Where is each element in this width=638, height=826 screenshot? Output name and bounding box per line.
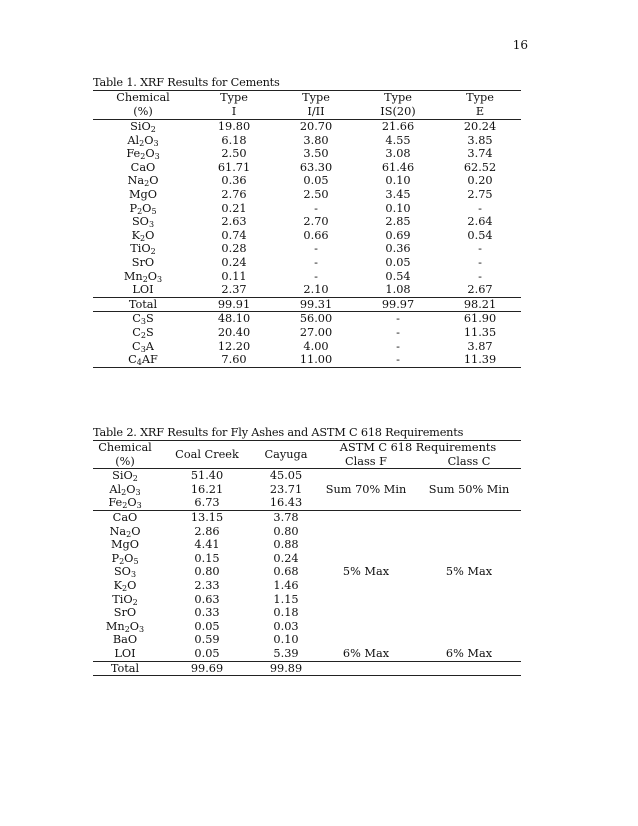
table1-value-cell: 0.36 xyxy=(221,174,247,188)
table2-header-class-c: Class C xyxy=(447,454,491,468)
table1-value-cell: 2.10 xyxy=(303,283,329,297)
table1-cement-xrf xyxy=(93,90,521,368)
table2-chemical-cell: $P_2O_5$ xyxy=(111,551,139,566)
table1-value-cell: 0.05 xyxy=(385,255,411,269)
table1-row xyxy=(93,161,521,175)
table2-class-f-requirement: 6% Max xyxy=(342,646,390,660)
table2-chemical-cell: BaO xyxy=(112,633,138,647)
table1-value-cell: 0.20 xyxy=(467,174,493,188)
table1-value-cell: 0.10 xyxy=(385,201,411,215)
table2-value-cell: 5.39 xyxy=(273,646,299,660)
table1-value-cell: 0.66 xyxy=(303,228,329,242)
table1-value-cell: 1.08 xyxy=(385,283,411,297)
table1-chemical-cell: $SO_3$ xyxy=(131,215,155,230)
table1-value-cell: 2.70 xyxy=(303,215,329,229)
table2-header-coal-creek: Coal Creek xyxy=(175,447,239,461)
table1-header-cell: (%) xyxy=(133,105,153,119)
table2-chemical-cell: $SO_3$ xyxy=(113,565,137,580)
table1-row xyxy=(93,134,521,148)
table1-row xyxy=(93,229,521,243)
table2-row xyxy=(93,469,521,483)
table1-value-cell: 0.24 xyxy=(221,255,247,269)
table1-value-cell: 56.00 xyxy=(275,312,357,326)
table1-value-cell: 2.64 xyxy=(467,215,493,229)
table1-value-cell: - xyxy=(314,201,318,215)
table2-value-cell: 0.80 xyxy=(194,565,220,579)
table2-value-cell: 0.63 xyxy=(194,592,220,606)
table1-value-cell: 0.11 xyxy=(221,269,247,283)
table2-empty-cell xyxy=(315,606,417,620)
table2-empty-cell xyxy=(315,525,417,539)
table2-row xyxy=(93,510,521,524)
table2-empty-cell xyxy=(315,620,417,634)
table2-value-cell: 6.73 xyxy=(194,496,220,510)
table1-value-cell: 2.85 xyxy=(385,215,411,229)
table1-chemical-cell: MgO xyxy=(128,187,158,201)
table1-chemical-cell: $C_2S$ xyxy=(132,325,154,340)
table1-value-cell: 61.90 xyxy=(439,312,521,326)
table2-empty-cell xyxy=(315,661,417,676)
table2-caption: Table 2. XRF Results for Fly Ashes and ASTM C 618 Requirements xyxy=(93,426,464,439)
table1-chemical-cell: $C_4AF$ xyxy=(128,353,158,368)
table1-value-cell: 21.66 xyxy=(357,120,439,134)
table1-header-cell: Type xyxy=(384,91,412,105)
table1-row xyxy=(93,312,521,326)
table2-value-cell: 13.15 xyxy=(157,510,257,524)
table1-total-row xyxy=(93,297,521,312)
table1-row xyxy=(93,120,521,134)
table1-value-cell: 2.50 xyxy=(303,187,329,201)
table1-row xyxy=(93,174,521,188)
table1-value-cell: 0.74 xyxy=(221,228,247,242)
table1-header-row xyxy=(93,91,521,106)
table1-value-cell: 3.85 xyxy=(467,133,493,147)
table1-value-cell: 2.50 xyxy=(221,147,247,161)
table1-value-cell: 11.35 xyxy=(463,325,497,339)
table1-value-cell: - xyxy=(314,269,318,283)
table1-value-cell: 2.67 xyxy=(467,283,493,297)
table2-chemical-cell: SrO xyxy=(113,606,137,620)
table1-value-cell: 4.00 xyxy=(303,339,329,353)
table2-row xyxy=(93,633,521,647)
table1-value-cell: - xyxy=(314,255,318,269)
table2-row xyxy=(93,647,521,661)
table1-total-value: 99.91 xyxy=(193,297,275,312)
table1-value-cell: 11.00 xyxy=(299,353,333,367)
table2-class-c-requirement: Sum 50% Min xyxy=(417,469,521,511)
table2-header-astm: ASTM C 618 Requirements xyxy=(339,441,497,454)
table1-value-cell: 2.76 xyxy=(221,187,247,201)
table2-chemical-cell: $K_2O$ xyxy=(113,578,137,593)
table2-total-label: Total xyxy=(93,661,157,676)
table1-total-label: Total xyxy=(93,297,193,312)
table2-value-cell: 23.71 xyxy=(269,482,303,496)
table1-row xyxy=(93,202,521,216)
table2-value-cell: 0.33 xyxy=(194,606,220,620)
table1-value-cell: 0.36 xyxy=(385,242,411,256)
table1-value-cell: 3.74 xyxy=(467,147,493,161)
table1-value-cell: 3.50 xyxy=(303,147,329,161)
table1-value-cell: - xyxy=(478,269,482,283)
table1-row xyxy=(93,242,521,256)
table2-chemical-cell: SiO$_2$ xyxy=(93,469,157,483)
table2-row xyxy=(93,593,521,607)
table1-value-cell: 0.28 xyxy=(221,242,247,256)
table1-value-cell: 11.39 xyxy=(463,353,497,367)
table1-header-cell: I/II xyxy=(307,105,325,119)
table1-value-cell: 0.05 xyxy=(303,174,329,188)
table1-value-cell: 6.18 xyxy=(221,133,247,147)
table1-total-value: 99.31 xyxy=(275,297,357,312)
table1-value-cell: 61.46 xyxy=(381,160,415,174)
table1-value-cell: - xyxy=(478,255,482,269)
table2-row xyxy=(93,552,521,566)
table1-value-cell: 2.75 xyxy=(467,187,493,201)
table2-total-row xyxy=(93,661,521,676)
table1-value-cell: 3.80 xyxy=(303,133,329,147)
table2-chemical-cell: CaO xyxy=(93,510,157,524)
table2-header-class-f: Class F xyxy=(344,454,388,468)
table2-class-c-requirement: 5% Max xyxy=(445,565,493,579)
table2-row xyxy=(93,538,521,552)
table1-chemical-cell: $Na_2O$ xyxy=(127,174,159,189)
table2-empty-cell xyxy=(417,606,521,620)
table2-empty-cell xyxy=(315,579,417,593)
table1-value-cell: - xyxy=(396,325,400,339)
table2-empty-cell xyxy=(417,510,521,524)
table2-row xyxy=(93,565,521,579)
table2-value-cell: 0.59 xyxy=(194,633,220,647)
table2-value-cell: 1.15 xyxy=(273,592,299,606)
table2-value-cell: 16.43 xyxy=(269,496,303,510)
table1-row xyxy=(93,340,521,354)
table2-flyash-xrf xyxy=(93,440,521,676)
table2-chemical-cell: TiO$_2$ xyxy=(112,592,138,607)
table1-header-cell: E xyxy=(475,105,485,119)
table2-empty-cell xyxy=(417,579,521,593)
table2-value-cell: 4.41 xyxy=(194,538,220,552)
table2-value-cell: 0.88 xyxy=(273,538,299,552)
table1-chemical-cell: $C_3A$ xyxy=(132,339,154,354)
table1-value-cell: - xyxy=(396,353,400,367)
table1-header-cell: IS(20) xyxy=(380,105,416,119)
table1-total-value: 99.97 xyxy=(357,297,439,312)
table1-total-value: 98.21 xyxy=(439,297,521,312)
table2-value-cell: 51.40 xyxy=(157,469,257,483)
table2-header-row xyxy=(93,441,521,455)
table2-value-cell: 16.21 xyxy=(190,482,224,496)
table1-value-cell: 0.10 xyxy=(385,174,411,188)
page-number: 16 xyxy=(512,38,528,52)
table1-value-cell: - xyxy=(478,242,482,256)
table1-header-cell: I xyxy=(231,105,237,119)
table1-value-cell: - xyxy=(478,201,482,215)
table2-empty-cell xyxy=(417,593,521,607)
table1-value-cell: 20.70 xyxy=(275,120,357,134)
table2-chemical-cell: $Na_2O$ xyxy=(109,524,141,539)
table1-value-cell: 3.45 xyxy=(385,187,411,201)
table2-value-cell: 0.18 xyxy=(273,606,299,620)
table2-value-cell: 2.33 xyxy=(194,578,220,592)
table1-value-cell: 61.71 xyxy=(217,160,251,174)
table2-empty-cell xyxy=(315,633,417,647)
table2-empty-cell xyxy=(417,620,521,634)
table2-class-f-requirement: 5% Max xyxy=(342,565,390,579)
table2-row xyxy=(93,620,521,634)
table2-class-c-requirement: 6% Max xyxy=(445,646,493,660)
table1-value-cell: 0.54 xyxy=(467,228,493,242)
table2-empty-cell xyxy=(417,661,521,676)
table2-row xyxy=(93,525,521,539)
table1-header-cell: Chemical xyxy=(116,91,170,105)
table2-value-cell: 3.78 xyxy=(257,510,315,524)
table1-row xyxy=(93,215,521,229)
table1-value-cell: 27.00 xyxy=(299,325,333,339)
table2-value-cell: 0.68 xyxy=(273,565,299,579)
table1-header-row xyxy=(93,105,521,120)
table2-value-cell: 1.46 xyxy=(273,578,299,592)
table2-chemical-cell: MgO xyxy=(110,538,140,552)
table1-caption: Table 1. XRF Results for Cements xyxy=(93,76,280,89)
table1-chemical-cell: CaO xyxy=(130,160,156,174)
table1-value-cell: 12.20 xyxy=(217,339,251,353)
table2-value-cell: 2.86 xyxy=(194,524,220,538)
table2-row xyxy=(93,579,521,593)
table2-value-cell: 0.03 xyxy=(273,619,299,633)
table2-empty-cell xyxy=(315,510,417,524)
table2-value-cell: 0.80 xyxy=(273,524,299,538)
table2-class-f-requirement: Sum 70% Min xyxy=(315,469,417,511)
table2-header-chemical-unit: (%) xyxy=(115,454,135,468)
table2-header-chemical: Chemical xyxy=(98,441,152,454)
table1-value-cell: 2.37 xyxy=(221,283,247,297)
table1-value-cell: 62.52 xyxy=(463,160,497,174)
table1-value-cell: 48.10 xyxy=(193,312,275,326)
table1-chemical-cell: $C_3S$ xyxy=(93,312,193,326)
table1-value-cell: 20.24 xyxy=(439,120,521,134)
table2-value-cell: 0.10 xyxy=(273,633,299,647)
table1-row xyxy=(93,256,521,270)
table2-row xyxy=(93,606,521,620)
table1-chemical-cell: TiO$_2$ xyxy=(130,242,156,257)
table2-value-cell: 0.24 xyxy=(273,551,299,565)
table2-value-cell: 45.05 xyxy=(257,469,315,483)
table1-value-cell: 0.21 xyxy=(221,201,247,215)
table2-empty-cell xyxy=(417,525,521,539)
table1-value-cell: 4.55 xyxy=(385,133,411,147)
table1-chemical-cell: $Fe_2O_3$ xyxy=(126,147,160,162)
table1-row xyxy=(93,270,521,284)
table1-value-cell: - xyxy=(396,339,400,353)
table1-chemical-cell: $Al_2O_3$ xyxy=(127,133,159,148)
table1-chemical-cell: $P_2O_5$ xyxy=(129,201,157,216)
table1-value-cell: 0.69 xyxy=(385,228,411,242)
table1-value-cell: - xyxy=(314,242,318,256)
table2-value-cell: 0.05 xyxy=(194,619,220,633)
table2-value-cell: 0.15 xyxy=(194,551,220,565)
table2-chemical-cell: $Fe_2O_3$ xyxy=(108,496,142,511)
table1-value-cell: 3.08 xyxy=(385,147,411,161)
table2-empty-cell xyxy=(417,633,521,647)
table2-chemical-cell: $Mn_2O_3$ xyxy=(105,619,145,634)
table1-value-cell: - xyxy=(357,312,439,326)
table1-value-cell: 3.87 xyxy=(467,339,493,353)
table2-empty-cell xyxy=(315,593,417,607)
table1-value-cell: 7.60 xyxy=(221,353,247,367)
table1-row xyxy=(93,326,521,340)
table1-row xyxy=(93,147,521,161)
table2-chemical-cell: LOI xyxy=(114,646,136,660)
table2-empty-cell xyxy=(315,538,417,552)
table2-chemical-cell: $Al_2O_3$ xyxy=(109,482,141,497)
table1-header-cell: Type xyxy=(302,91,330,105)
table2-empty-cell xyxy=(417,538,521,552)
table2-header-cayuga: Cayuga xyxy=(264,447,308,461)
table1-header-cell: Type xyxy=(466,91,494,105)
table1-chemical-cell: LOI xyxy=(132,283,154,297)
table1-chemical-cell: SiO$_2$ xyxy=(93,120,193,134)
table1-chemical-cell: SrO xyxy=(131,255,155,269)
table1-value-cell: 0.54 xyxy=(385,269,411,283)
table1-value-cell: 63.30 xyxy=(299,160,333,174)
table2-empty-cell xyxy=(315,552,417,566)
table2-value-cell: 0.05 xyxy=(194,646,220,660)
table2-total-value: 99.89 xyxy=(257,661,315,676)
table1-row xyxy=(93,353,521,367)
table1-chemical-cell: $K_2O$ xyxy=(131,228,155,243)
table1-value-cell: 20.40 xyxy=(217,325,251,339)
table1-row xyxy=(93,188,521,202)
table1-header-cell: Type xyxy=(220,91,248,105)
table1-value-cell: 19.80 xyxy=(193,120,275,134)
table2-empty-cell xyxy=(417,552,521,566)
table1-value-cell: 2.63 xyxy=(221,215,247,229)
table2-total-value: 99.69 xyxy=(157,661,257,676)
table1-chemical-cell: $Mn_2O_3$ xyxy=(123,269,163,284)
table1-row xyxy=(93,283,521,297)
